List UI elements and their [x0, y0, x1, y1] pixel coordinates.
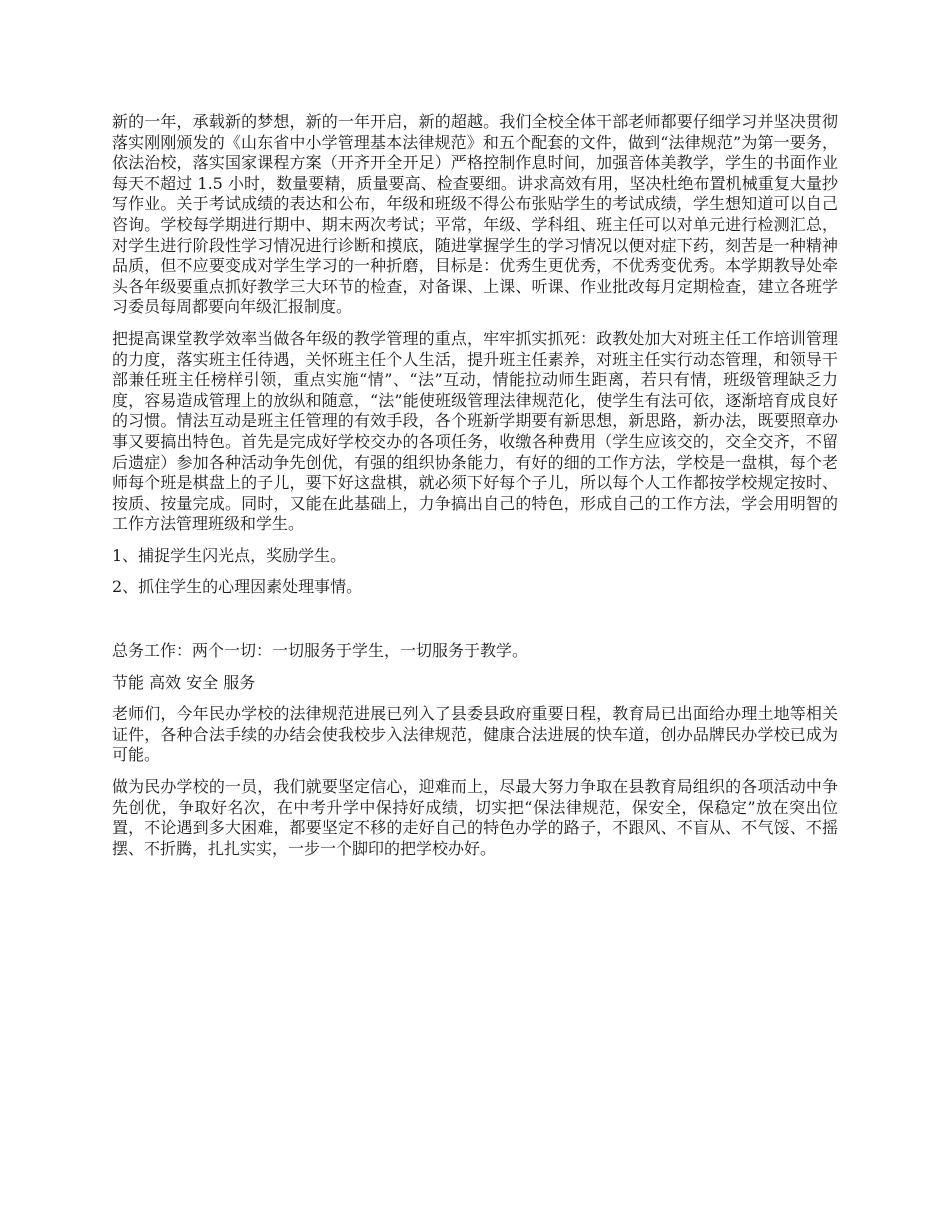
- paragraph-teaching-regulations: 新的一年，承载新的梦想，新的一年开启，新的超越。我们全校全体干部老师都要仔细学习并坚决贯彻落实刚刚颁发的《山东省中小学管理基本法律规范》和五个配套的文件，做到“法律规范”为第一要务，依法治校，落实国家课程方案（开齐开全开足）严格控制作息时间，加强音体美教学，学生的书面作业每天不超过 1.5 小时，数量要精，质量要高、检查要细。讲求高效有用，坚决杜绝布置机械重复大量抄写作业。关于考试成绩的表达和公布，年级和班级不得公布张贴学生的考试成绩，学生想知道可以自己咨询。学校每学期进行期中、期末两次考试；平常，年级、学科组、班主任可以对单元进行检测汇总，对学生进行阶段性学习情况进行诊断和摸底，随进掌握学生的学习情况以便对症下药，刻苦是一种精神品质，但不应要变成对学生学习的一种折磨，目标是：优秀生更优秀，不优秀变优秀。本学期教导处牵头各年级要重点抓好教学三大环节的检查，对备课、上课、听课、作业批改每月定期检查，建立各班学习委员每周都要向年级汇报制度。: [112, 112, 838, 317]
- list-item-1: 1、捕捉学生闪光点，奖励学生。: [112, 545, 347, 565]
- paragraph-closing: 做为民办学校的一员，我们就要坚定信心，迎难而上，尽最大努力争取在县教育局组织的各项活动中争先创优，争取好名次，在中考升学中保持好成绩，切实把“保法律规范，保安全，保稳定”放在突出位置，不论遇到多大困难，都要坚定不移的走好自己的特色办学的路子，不跟风、不盲从、不气馁、不摇摆、不折腾，扎扎实实，一步一个脚印的把学校办好。: [112, 777, 838, 858]
- paragraph-general-affairs: 总务工作：两个一切：一切服务于学生，一切服务于教学。: [112, 641, 529, 661]
- list-item-2: 2、抓住学生的心理因素处理事情。: [112, 577, 363, 597]
- paragraph-slogan: 节能 高效 安全 服务: [112, 672, 256, 692]
- document-body: [112, 112, 838, 870]
- paragraph-classroom-management: 把提高课堂教学效率当做各年级的教学管理的重点，牢牢抓实抓死：政教处加大对班主任工作培训管理的力度，落实班主任待遇，关怀班主任个人生活，提升班主任素养，对班主任实行动态管理，和领导干部兼任班主任榜样引领，重点实施“情”、“法”互动，情能拉动师生距离，若只有情，班级管理缺乏力度，容易造成管理上的放纵和随意，“法”能使班级管理法律规范化，使学生有法可依，逐渐培育成良好的习惯。情法互动是班主任管理的有效手段，各个班新学期要有新思想，新思路，新办法，既要照章办事又要搞出特色。首先是完成好学校交办的各项任务，收缴各种费用（学生应该交的，交全交齐，不留后遗症）参加各种活动争先创优，有强的组织协条能力，有好的细的工作方法，学校是一盘棋，每个老师每个班是棋盘上的子儿，要下好这盘棋，就必须下好每个子儿，所以每个人工作都按学校规定按时、按质、按量完成。同时，又能在此基础上，力争搞出自己的特色，形成自己的工作方法，学会用明智的工作方法管理班级和学生。: [112, 328, 838, 534]
- paragraph-private-school-progress: 老师们，今年民办学校的法律规范进展已列入了县委县政府重要日程，教育局已出面给办理土地等相关证件，各种合法手续的办结会使我校步入法律规范，健康合法进展的快车道，创办品牌民办学校已成为可能。: [112, 704, 838, 765]
